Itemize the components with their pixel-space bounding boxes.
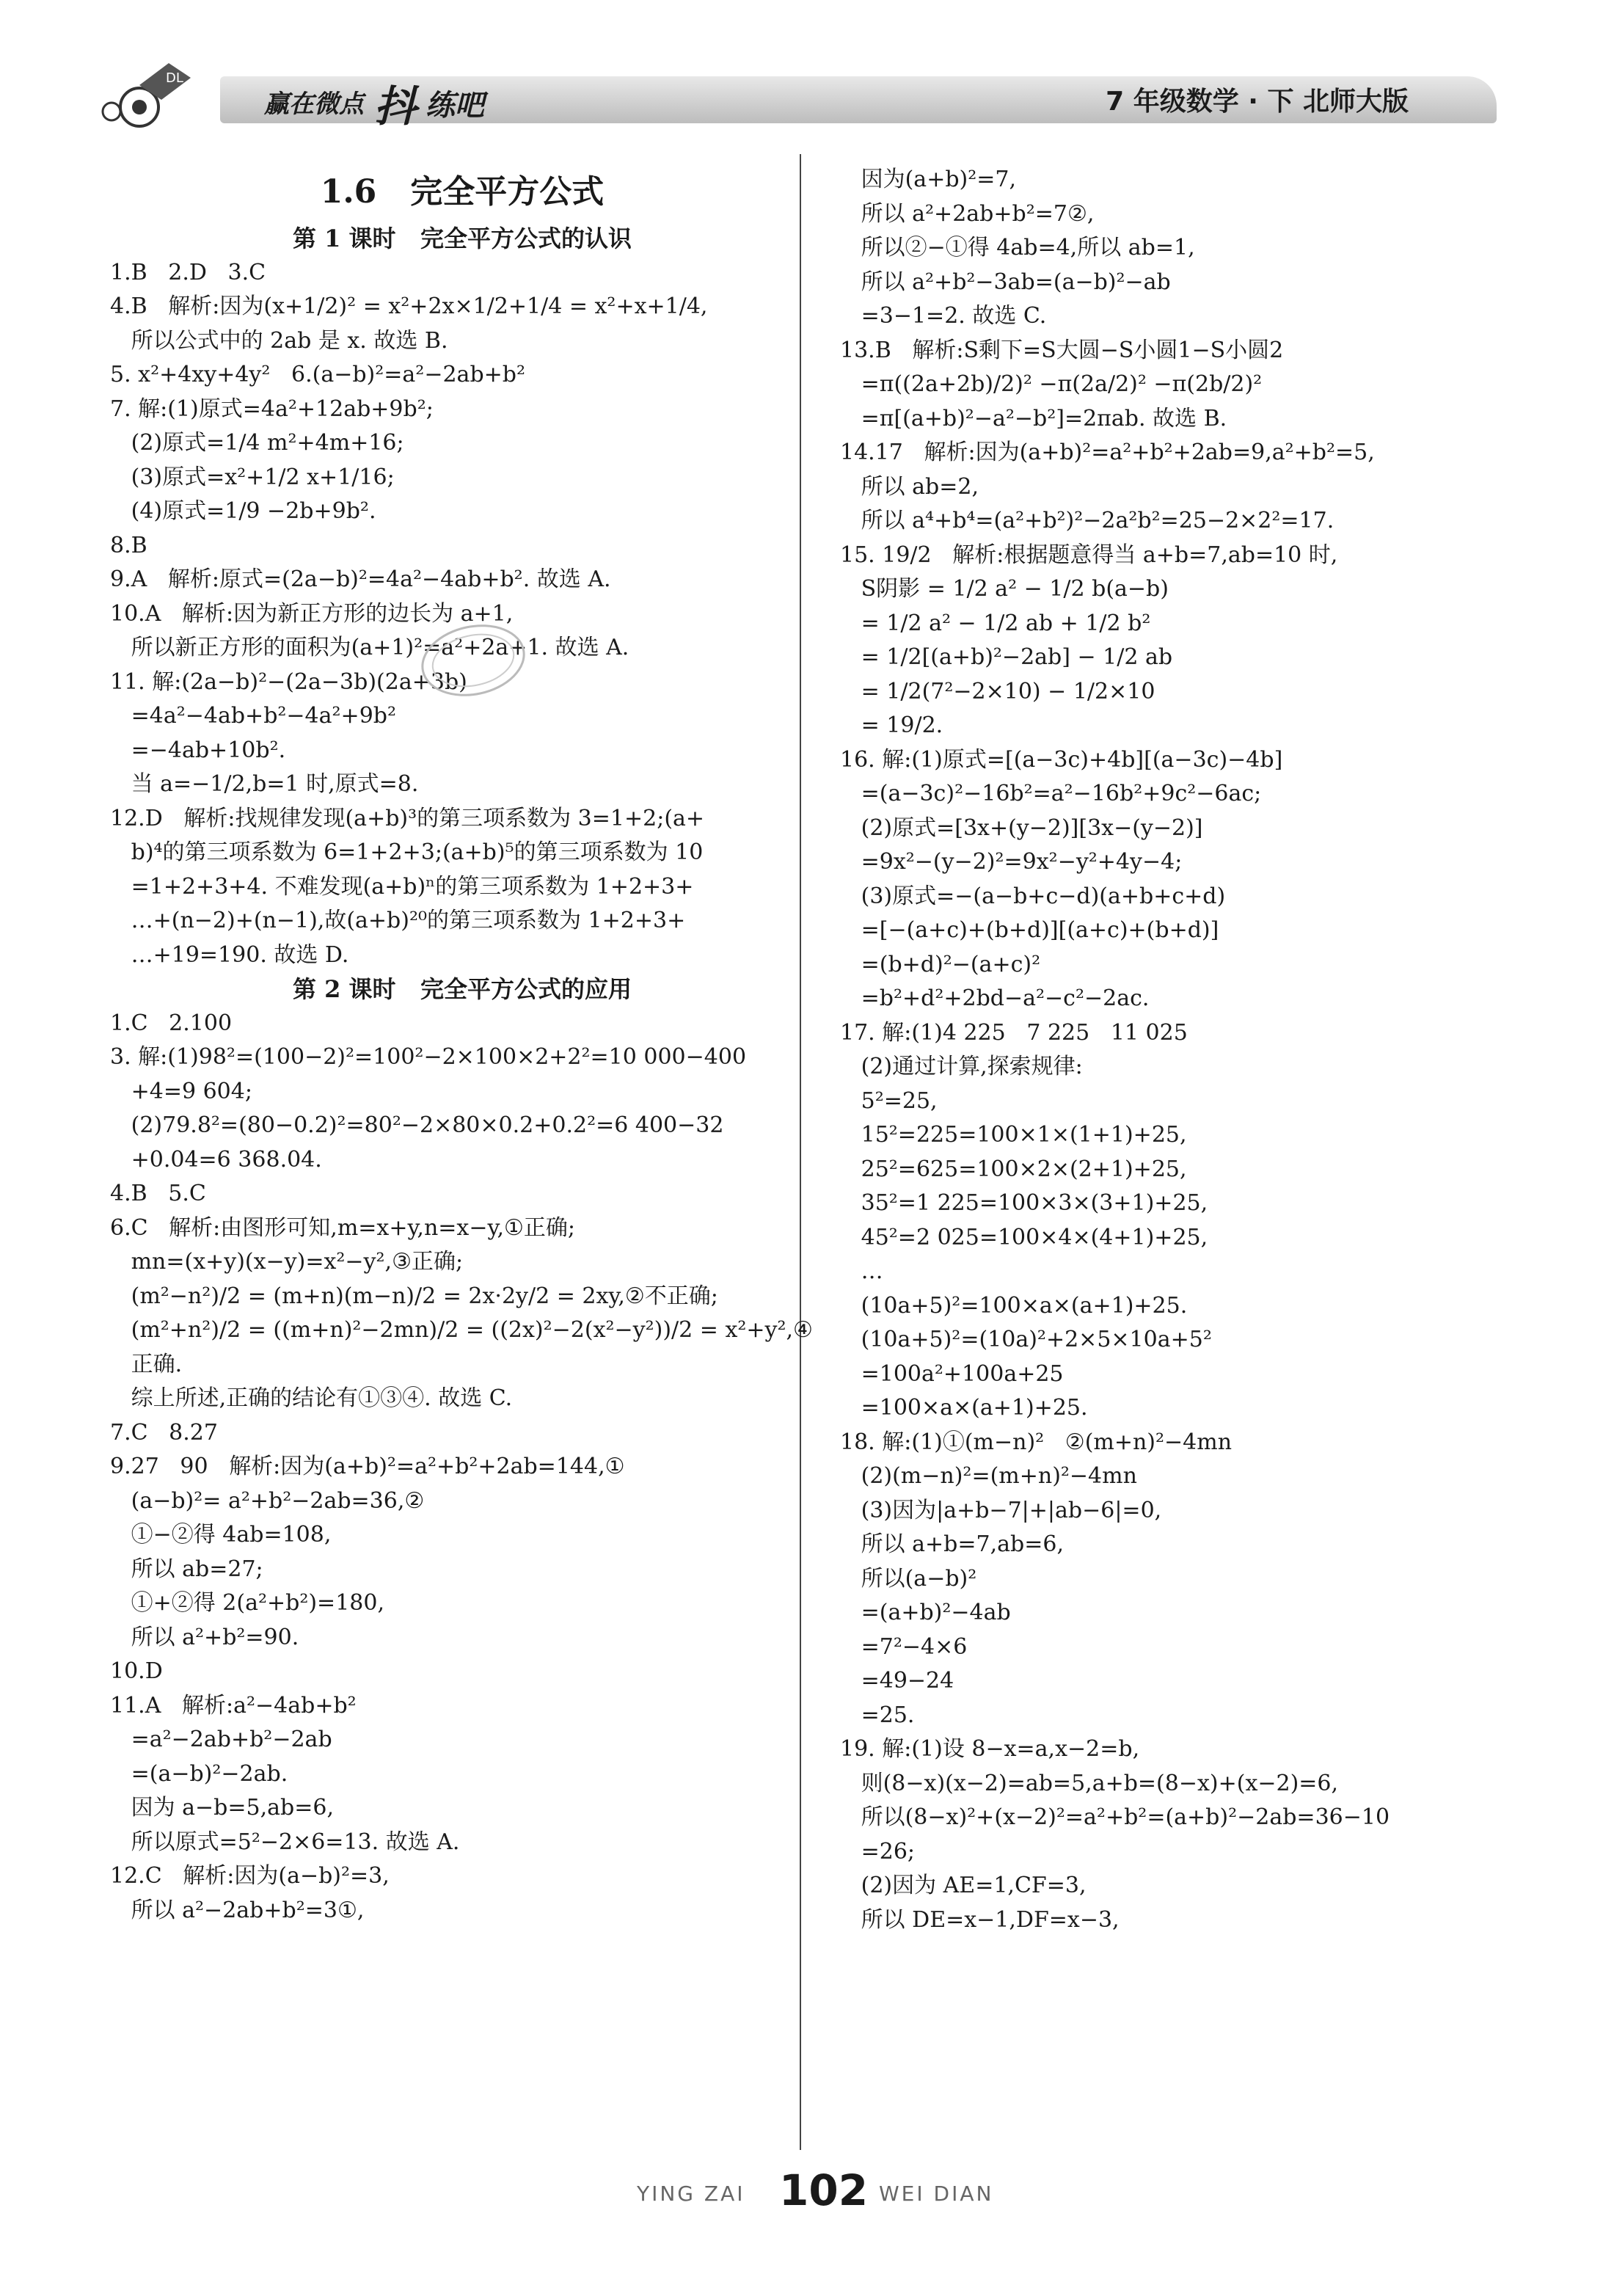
answer-line: 17. 解:(1)4 225 7 225 11 025	[840, 1019, 1188, 1046]
book-info: 7 年级数学 · 下 北师大版	[1106, 87, 1409, 117]
answer-line: =7²−4×6	[840, 1633, 968, 1660]
answer-line: 所以 a²−2ab+b²=3①,	[110, 1897, 365, 1923]
answer-line: 所以 ab=2,	[840, 473, 979, 500]
answer-line: (2)79.8²=(80−0.2)²=80²−2×80×0.2+0.2²=6 400−32	[110, 1112, 724, 1138]
answer-line: +0.04=6 368.04.	[110, 1146, 322, 1173]
answer-line: =100×a×(a+1)+25.	[840, 1395, 1088, 1421]
answer-line: (m²+n²)/2 = ((m+n)²−2mn)/2 = ((2x)²−2(x²−y²))/2 = x²+y²,④	[110, 1317, 813, 1343]
answer-line: =(a+b)²−4ab	[840, 1600, 1011, 1625]
answer-line: 所以 a²+2ab+b²=7②,	[840, 200, 1095, 227]
answer-line: (3)原式=x²+1/2 x+1/16;	[110, 464, 395, 490]
page-number: 102	[779, 2165, 869, 2215]
answer-line: 18. 解:(1)①(m−n)² ②(m+n)²−4mn	[840, 1429, 1233, 1455]
answer-line: +4=9 604;	[110, 1078, 252, 1104]
answer-line: 1.C 2.100	[110, 1010, 233, 1036]
answer-line: 所以 ab=27;	[110, 1556, 263, 1582]
answer-line: 16. 解:(1)原式=[(a−3c)+4b][(a−3c)−4b]	[840, 746, 1283, 773]
answer-line: 10.D	[110, 1658, 163, 1684]
section-title: 1.6 完全平方公式	[320, 173, 605, 211]
answer-line: =49−24	[840, 1668, 954, 1694]
answer-line: 正确.	[110, 1351, 183, 1377]
answer-line: 25²=625=100×2×(2+1)+25,	[840, 1156, 1187, 1182]
answer-line: 45²=2 025=100×4×(4+1)+25,	[840, 1224, 1208, 1250]
answer-line: 7. 解:(1)原式=4a²+12ab+9b²;	[110, 396, 434, 422]
footer-right-text: WEI DIAN	[879, 2182, 994, 2206]
answer-line: 13.B 解析:S剩下=S大圆−S小圆1−S小圆2	[840, 337, 1284, 363]
answer-line: =a²−2ab+b²−2ab	[110, 1727, 332, 1752]
answer-line: =4a²−4ab+b²−4a²+9b²	[110, 703, 397, 729]
right-column	[840, 163, 1544, 1937]
answer-line: 因为(a+b)²=7,	[840, 167, 1017, 192]
header-slogan: 赢在微点	[264, 90, 364, 119]
answer-line: 4.B 5.C	[110, 1181, 206, 1206]
answer-line: (2)原式=1/4 m²+4m+16;	[110, 430, 404, 456]
answer-line: =−4ab+10b².	[110, 737, 286, 763]
answer-line: 10.A 解析:因为新正方形的边长为 a+1,	[110, 600, 514, 627]
answer-line: 5. x²+4xy+4y² 6.(a−b)²=a²−2ab+b²	[110, 362, 526, 387]
answer-line: =100a²+100a+25	[840, 1360, 1064, 1387]
answer-line: ①−②得 4ab=108,	[110, 1522, 332, 1548]
answer-line: =26;	[840, 1838, 916, 1865]
lesson2-answers	[110, 1007, 814, 1928]
answer-line: 1.B 2.D 3.C	[110, 259, 266, 285]
answer-line: =π((2a+2b)/2)² −π(2a/2)² −π(2b/2)²	[840, 371, 1263, 397]
answer-line: =(a−b)²−2ab.	[110, 1760, 288, 1787]
answer-line: =3−1=2. 故选 C.	[840, 303, 1047, 329]
answer-line: (2)因为 AE=1,CF=3,	[840, 1873, 1087, 1898]
answer-line: =25.	[840, 1702, 915, 1728]
answer-line: =[−(a+c)+(b+d)][(a+c)+(b+d)]	[840, 917, 1219, 943]
answer-line: 所以(8−x)²+(x−2)²=a²+b²=(a+b)²−2ab=36−10	[840, 1804, 1390, 1830]
header-brand: 抖	[374, 81, 417, 131]
answer-line: 当 a=−1/2,b=1 时,原式=8.	[110, 771, 419, 797]
answer-line: (10a+5)²=100×a×(a+1)+25.	[840, 1292, 1188, 1319]
answer-line: 35²=1 225=100×3×(3+1)+25,	[840, 1190, 1208, 1216]
answer-line: 所以(a−b)²	[840, 1565, 977, 1592]
answer-line: 所以 a⁴+b⁴=(a²+b²)²−2a²b²=25−2×2²=17.	[840, 508, 1334, 533]
answer-line: 5²=25,	[840, 1087, 938, 1114]
answer-line: (2)通过计算,探索规律:	[840, 1054, 1083, 1079]
answer-line: 所以 DE=x−1,DF=x−3,	[840, 1906, 1120, 1933]
answer-line: 12.C 解析:因为(a−b)²=3,	[110, 1863, 390, 1889]
answer-line: 6.C 解析:由图形可知,m=x+y,n=x−y,①正确;	[110, 1214, 575, 1241]
answer-line: =(a−3c)²−16b²=a²−16b²+9c²−6ac;	[840, 781, 1262, 806]
answer-line: S阴影 = 1/2 a² − 1/2 b(a−b)	[840, 576, 1169, 602]
answer-line: = 1/2(7²−2×10) − 1/2×10	[840, 678, 1155, 704]
answer-line: =(b+d)²−(a+c)²	[840, 951, 1041, 977]
answer-line: 因为 a−b=5,ab=6,	[110, 1795, 334, 1821]
answer-line: 19. 解:(1)设 8−x=a,x−2=b,	[840, 1736, 1140, 1762]
answer-line: 15²=225=100×1×(1+1)+25,	[840, 1122, 1187, 1148]
lesson1-title: 第 1 课时 完全平方公式的认识	[293, 225, 632, 252]
answer-line: (3)原式=−(a−b+c−d)(a+b+c+d)	[840, 883, 1226, 909]
answer-line: 4.B 解析:因为(x+1/2)² = x²+2x×1/2+1/4 = x²+x+1/4,	[110, 294, 708, 319]
answer-line: 14.17 解析:因为(a+b)²=a²+b²+2ab=9,a²+b²=5,	[840, 440, 1375, 465]
logo-icon	[95, 56, 205, 136]
answer-line: =π[(a+b)²−a²−b²]=2πab. 故选 B.	[840, 405, 1227, 431]
answer-line: (10a+5)²=(10a)²+2×5×10a+5²	[840, 1327, 1212, 1352]
answer-line: 12.D 解析:找规律发现(a+b)³的第三项系数为 3=1+2;(a+	[110, 805, 705, 831]
answer-line: (4)原式=1/9 −2b+9b².	[110, 498, 376, 524]
answer-line: 所以 a+b=7,ab=6,	[840, 1531, 1064, 1557]
answer-line: 所以 a²+b²−3ab=(a−b)²−ab	[840, 269, 1171, 295]
answer-line: =1+2+3+4. 不难发现(a+b)ⁿ的第三项系数为 1+2+3+	[110, 873, 694, 900]
answer-line: (2)(m−n)²=(m+n)²−4mn	[840, 1463, 1137, 1489]
answer-line: (2)原式=[3x+(y−2)][3x−(y−2)]	[840, 814, 1203, 841]
answer-line: 所以②−①得 4ab=4,所以 ab=1,	[840, 235, 1195, 260]
lesson1-answers	[110, 256, 814, 973]
answer-line: ①+②得 2(a²+b²)=180,	[110, 1590, 384, 1616]
answer-line: 9.27 90 解析:因为(a+b)²=a²+b²+2ab=144,①	[110, 1454, 625, 1479]
answer-line: =b²+d²+2bd−a²−c²−2ac.	[840, 985, 1150, 1011]
answer-line: =9x²−(y−2)²=9x²−y²+4y−4;	[840, 849, 1183, 875]
answer-line: 所以新正方形的面积为(a+1)²=a²+2a+1. 故选 A.	[110, 635, 629, 660]
answer-line: b)⁴的第三项系数为 6=1+2+3;(a+b)⁵的第三项系数为 10	[110, 839, 704, 865]
header-brand-sub: 练吧	[426, 88, 484, 123]
answer-line: (m²−n²)/2 = (m+n)(m−n)/2 = 2x·2y/2 = 2xy,②不正确;	[110, 1283, 718, 1309]
answer-line: 7.C 8.27	[110, 1419, 218, 1446]
answer-line: = 19/2.	[840, 713, 943, 738]
homework-stamp-icon	[411, 616, 536, 704]
answer-line: 所以公式中的 2ab 是 x. 故选 B.	[110, 327, 448, 354]
answer-line: 综上所述,正确的结论有①③④. 故选 C.	[110, 1385, 513, 1411]
answer-line: 3. 解:(1)98²=(100−2)²=100²−2×100×2+2²=10 000−400	[110, 1044, 747, 1070]
answer-line: = 1/2[(a+b)²−2ab] − 1/2 ab	[840, 644, 1173, 670]
page-header	[95, 70, 1519, 131]
answer-line: 所以原式=5²−2×6=13. 故选 A.	[110, 1829, 460, 1855]
answer-line: (3)因为|a+b−7|+|ab−6|=0,	[840, 1497, 1162, 1523]
answer-line: 8.B	[110, 532, 147, 558]
answer-line: 9.A 解析:原式=(2a−b)²=4a²−4ab+b². 故选 A.	[110, 566, 611, 592]
answer-line: (a−b)²= a²+b²−2ab=36,②	[110, 1487, 425, 1514]
answer-line: = 1/2 a² − 1/2 ab + 1/2 b²	[840, 610, 1151, 636]
answer-line: 11. 解:(2a−b)²−(2a−3b)(2a+3b)	[110, 668, 467, 695]
lesson2-title: 第 2 课时 完全平方公式的应用	[293, 975, 632, 1003]
answer-line: 15. 19/2 解析:根据题意得当 a+b=7,ab=10 时,	[840, 542, 1338, 568]
answer-line: 11.A 解析:a²−4ab+b²	[110, 1692, 357, 1719]
answer-line: …	[840, 1258, 883, 1284]
answer-line: …+(n−2)+(n−1),故(a+b)²⁰的第三项系数为 1+2+3+	[110, 908, 686, 933]
svg-text:DL: DL	[166, 70, 183, 86]
answer-line: …+19=190. 故选 D.	[110, 941, 349, 968]
answer-line: mn=(x+y)(x−y)=x²−y²,③正确;	[110, 1249, 464, 1275]
footer-left-text: YING ZAI	[637, 2182, 745, 2206]
left-column	[110, 163, 814, 1928]
answer-line: 则(8−x)(x−2)=ab=5,a+b=(8−x)+(x−2)=6,	[840, 1770, 1339, 1796]
page-footer	[0, 2161, 1603, 2220]
answer-line: 所以 a²+b²=90.	[110, 1624, 299, 1650]
